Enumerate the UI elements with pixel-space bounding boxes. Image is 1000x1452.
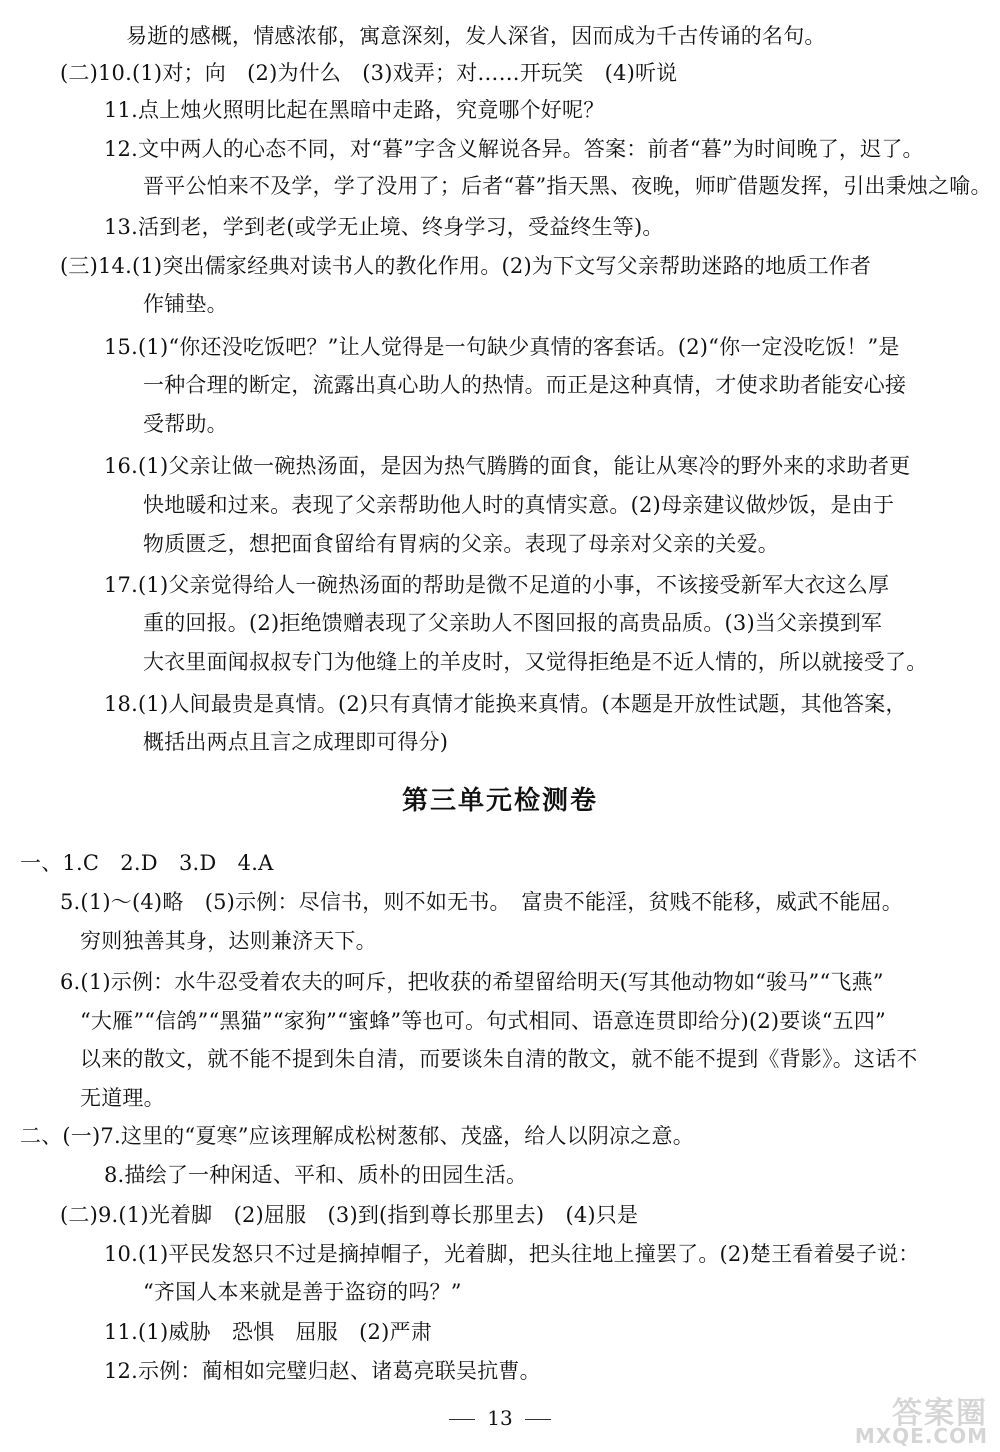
text-line: 晋平公怕来不及学，学了没用了；后者“暮”指天黑、夜晚，师旷借题发挥，引出秉烛之喻。 bbox=[143, 174, 992, 198]
text-line: 15.(1)“你还没吃饭吧？”让人觉得是一句缺少真情的客套话。(2)“你一定没吃饭！”是 bbox=[104, 335, 900, 359]
text-line: 17.(1)父亲觉得给人一碗热汤面的帮助是微不足道的小事，不该接受新军大衣这么厚 bbox=[104, 573, 890, 597]
text-line: 穷则独善其身，达则兼济天下。 bbox=[80, 929, 377, 953]
text-line: “齐国人本来就是善于盗窃的吗？” bbox=[143, 1280, 462, 1304]
text-line: 13.活到老，学到老(或学无止境、终身学习，受益终生等)。 bbox=[104, 215, 664, 239]
page-number-dash-right bbox=[525, 1419, 551, 1420]
text-line: 10.(1)平民发怒只不过是摘掉帽子，光着脚，把头往地上撞罢了。(2)楚王看着晏子说： bbox=[104, 1242, 920, 1266]
text-line: 一种合理的断定，流露出真心助人的热情。而正是这种真情，才使求助者能安心接 bbox=[143, 373, 907, 397]
text-line: 12.示例：蔺相如完璧归赵、诸葛亮联吴抗曹。 bbox=[104, 1359, 541, 1383]
text-line: 11.(1)威胁 恐惧 屈服 (2)严肃 bbox=[104, 1320, 432, 1344]
text-line: 一、1.C 2.D 3.D 4.A bbox=[20, 851, 274, 875]
page-number-value: 13 bbox=[487, 1406, 513, 1430]
text-line: 18.(1)人间最贵是真情。(2)只有真情才能换来真情。(本题是开放性试题，其他答案， bbox=[104, 692, 907, 716]
section-title: 第三单元检测卷 bbox=[401, 786, 598, 816]
text-line: 易逝的感概，情感浓郁，寓意深刻，发人深省，因而成为千古传诵的名句。 bbox=[126, 24, 826, 48]
text-line: 5.(1)～(4)略 (5)示例：尽信书，则不如无书。 富贵不能淫，贫贱不能移，威武不能屈。 bbox=[60, 890, 903, 914]
text-line: 12.文中两人的心态不同，对“暮”字含义解说各异。答案：前者“暮”为时间晚了，迟了。 bbox=[104, 137, 924, 161]
text-line: 重的回报。(2)拒绝馈赠表现了父亲助人不图回报的高贵品质。(3)当父亲摸到军 bbox=[143, 611, 883, 635]
text-line: 概括出两点且言之成理即可得分) bbox=[143, 730, 449, 754]
page-number bbox=[0, 1404, 1000, 1432]
text-line: 6.(1)示例：水牛忍受着农夫的呵斥，把收获的希望留给明天(写其他动物如“骏马”“飞燕” bbox=[60, 970, 884, 994]
watermark-logo bbox=[852, 1388, 992, 1450]
text-line: (三)14.(1)突出儒家经典对读书人的教化作用。(2)为下文写父亲帮助迷路的地质工作者 bbox=[60, 254, 872, 278]
text-line: 作铺垫。 bbox=[143, 292, 228, 316]
text-line: “大雁”“信鸽”“黑猫”“家狗”“蜜蜂”等也可。句式相同、语意连贯即给分)(2)要谈“五四” bbox=[80, 1009, 886, 1033]
text-line: 受帮助。 bbox=[143, 412, 228, 436]
page-number-dash-left bbox=[449, 1419, 475, 1420]
text-line: (二)9.(1)光着脚 (2)屈服 (3)到(指到尊长那里去) (4)只是 bbox=[60, 1203, 639, 1227]
watermark-top-text: 答案圈 bbox=[892, 1396, 988, 1431]
text-line: 以来的散文，就不能不提到朱自清，而要谈朱自清的散文，就不能不提到《背影》。这话不 bbox=[80, 1047, 918, 1071]
text-line: 11.点上烛火照明比起在黑暗中走路，究竟哪个好呢？ bbox=[104, 98, 605, 122]
text-line: (二)10.(1)对；向 (2)为什么 (3)戏弄；对……开玩笑 (4)听说 bbox=[60, 61, 678, 85]
text-line: 物质匮乏，想把面食留给有胃病的父亲。表现了母亲对父亲的关爱。 bbox=[143, 532, 779, 556]
text-line: 无道理。 bbox=[80, 1086, 165, 1110]
watermark-bottom-text: MXQE.COM bbox=[854, 1424, 988, 1448]
text-line: 大衣里面闻叔叔专门为他缝上的羊皮时，又觉得拒绝是不近人情的，所以就接受了。 bbox=[143, 650, 928, 674]
text-line: 16.(1)父亲让做一碗热汤面，是因为热气腾腾的面食，能让从寒冷的野外来的求助者更 bbox=[104, 454, 911, 478]
text-line: 二、(一)7.这里的“夏寒”应该理解成松树葱郁、茂盛，给人以阴凉之意。 bbox=[20, 1124, 694, 1148]
text-line: 快地暖和过来。表现了父亲帮助他人时的真情实意。(2)母亲建议做炒饭，是由于 bbox=[143, 493, 895, 517]
text-line: 8.描绘了一种闲适、平和、质朴的田园生活。 bbox=[104, 1163, 528, 1187]
